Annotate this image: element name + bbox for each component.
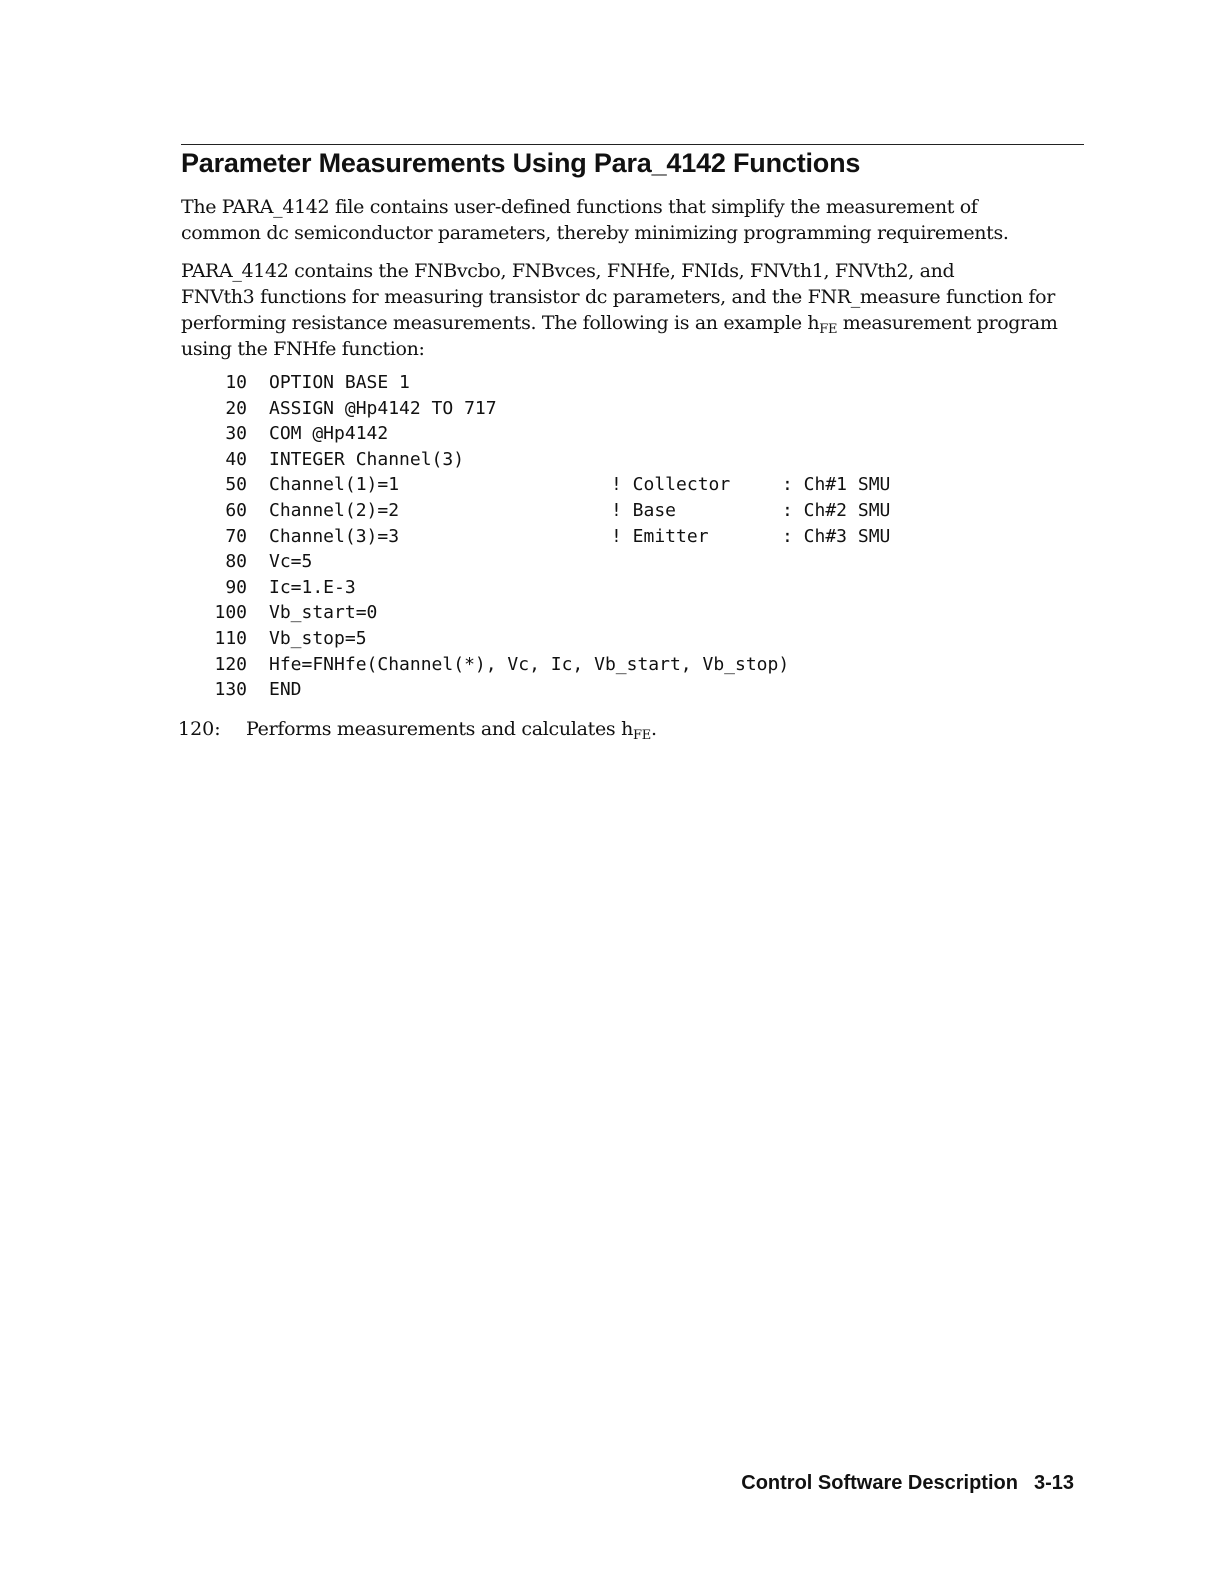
hfe-subscript: FE — [633, 728, 651, 743]
code-statement: Ic=1.E-3 — [269, 576, 356, 598]
code-statement: Channel(3)=3 — [269, 525, 400, 547]
code-line — [0, 526, 1224, 552]
line-number: 30 — [225, 423, 247, 445]
intro-line: common dc semiconductor parameters, thereby minimizing programming requirements. — [181, 222, 1009, 244]
channel-label: : Ch#1 SMU — [782, 474, 891, 496]
code-line — [0, 654, 1224, 680]
note-end: . — [650, 718, 657, 740]
functions-line — [181, 310, 1058, 336]
code-statement: Hfe=FNHfe(Channel(*), Vc, Ic, Vb_start, Vb_stop) — [269, 653, 790, 675]
note-label: 120: — [178, 718, 221, 740]
line-number: 20 — [225, 397, 247, 419]
code-line — [0, 474, 1224, 500]
note-body: Performs measurements and calculates h — [246, 718, 634, 740]
code-statement: COM @Hp4142 — [269, 423, 389, 445]
code-statement: Vb_stop=5 — [269, 627, 367, 649]
page-footer — [741, 1472, 1074, 1495]
code-statement: END — [269, 679, 302, 701]
code-statement: ASSIGN @Hp4142 TO 717 — [269, 397, 497, 419]
line-number: 60 — [225, 499, 247, 521]
code-line — [0, 577, 1224, 603]
line-number: 90 — [225, 576, 247, 598]
line-number: 10 — [225, 372, 247, 393]
code-statement: Channel(2)=2 — [269, 499, 400, 521]
code-line — [0, 449, 1224, 475]
heading-rule — [181, 144, 1084, 145]
code-line — [0, 500, 1224, 526]
intro-paragraph — [181, 194, 1009, 246]
functions-line: FNVth3 functions for measuring transistor dc parameters, and the FNR_measure function for — [181, 286, 1055, 308]
footer-section: Control Software Description — [741, 1472, 1018, 1494]
line-number: 80 — [225, 551, 247, 573]
code-listing — [0, 372, 1224, 705]
code-comment: ! Base — [611, 499, 677, 521]
line-number: 100 — [214, 602, 247, 624]
channel-label: : Ch#3 SMU — [782, 525, 891, 547]
line-number: 40 — [225, 448, 247, 470]
code-statement: Vc=5 — [269, 551, 313, 573]
channel-label: : Ch#2 SMU — [782, 499, 891, 521]
code-line — [0, 398, 1224, 424]
line-number: 130 — [214, 679, 247, 701]
code-line — [0, 423, 1224, 449]
hfe-subscript: FE — [819, 322, 838, 337]
functions-line: using the FNHfe function: — [181, 338, 425, 360]
intro-line: The PARA_4142 file contains user-defined functions that simplify the measurement of — [181, 196, 978, 218]
line-number: 70 — [225, 525, 247, 547]
functions-line: PARA_4142 contains the FNBvcbo, FNBvces, FNHfe, FNIds, FNVth1, FNVth2, and — [181, 260, 955, 282]
code-line — [0, 679, 1224, 705]
page-heading: Parameter Measurements Using Para_4142 Functions — [181, 148, 861, 178]
code-line — [0, 602, 1224, 628]
line-number: 50 — [225, 474, 247, 496]
code-statement: INTEGER Channel(3) — [269, 448, 465, 470]
code-statement: Vb_start=0 — [269, 602, 378, 624]
code-statement: OPTION BASE 1 — [269, 372, 410, 393]
code-line — [0, 628, 1224, 654]
code-line — [0, 551, 1224, 577]
line-number: 110 — [214, 627, 247, 649]
code-statement: Channel(1)=1 — [269, 474, 400, 496]
line-text: performing resistance measurements. The following is an example h — [181, 312, 820, 334]
page-number: 3-13 — [1033, 1472, 1074, 1494]
note-text — [246, 718, 657, 743]
code-comment: ! Collector — [611, 474, 731, 496]
code-comment: ! Emitter — [611, 525, 709, 547]
line-number: 120 — [214, 653, 247, 675]
code-line — [0, 372, 1224, 398]
line-text: measurement program — [837, 312, 1058, 334]
functions-paragraph — [181, 258, 1058, 362]
